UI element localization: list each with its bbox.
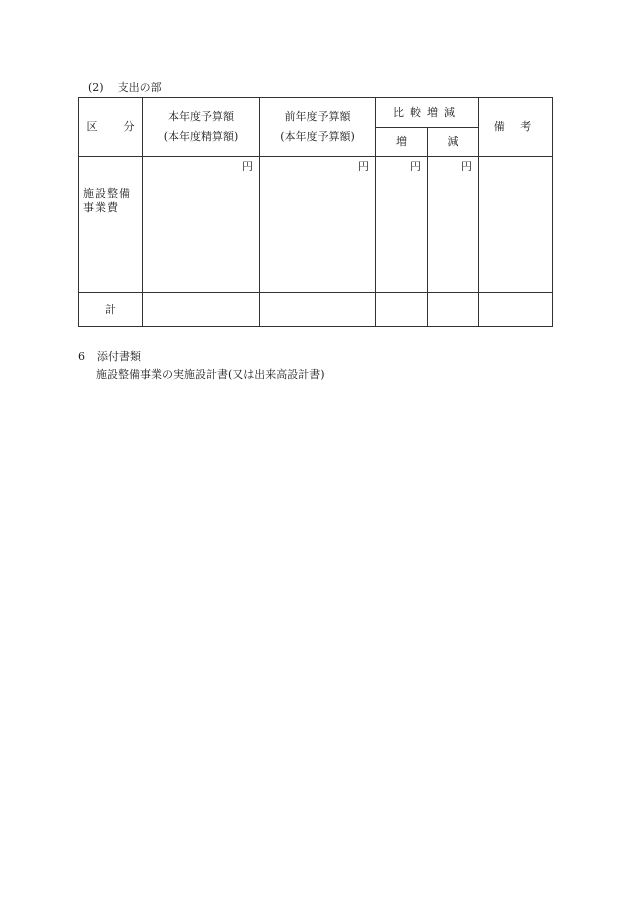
header-decrease: 減 bbox=[428, 128, 479, 157]
header-increase: 増 bbox=[376, 128, 428, 157]
total-remarks bbox=[479, 293, 553, 327]
header-comparison: 比較増減 bbox=[376, 98, 479, 128]
section-heading bbox=[88, 81, 162, 95]
header-current-line2: (本年度精算額) bbox=[163, 130, 239, 143]
header-category-b: 分 bbox=[123, 120, 135, 133]
row-previous-value: 円 bbox=[260, 157, 376, 293]
header-category bbox=[79, 98, 143, 157]
total-label: 計 bbox=[79, 293, 143, 327]
data-row bbox=[79, 157, 553, 293]
attachments-number: 6 bbox=[78, 350, 85, 363]
section-title: 支出の部 bbox=[117, 81, 162, 94]
header-category-a: 区 bbox=[86, 120, 98, 133]
row-item-line1: 施設整備 bbox=[83, 187, 131, 200]
attachments-title: 添付書類 bbox=[97, 350, 141, 363]
header-previous-line2: (本年度予算額) bbox=[280, 130, 355, 143]
total-decrease bbox=[428, 293, 479, 327]
header-current-budget bbox=[143, 98, 260, 157]
header-previous-line1: 前年度予算額 bbox=[284, 110, 351, 123]
expenditure-table bbox=[78, 97, 553, 327]
row-current-value: 円 bbox=[143, 157, 260, 293]
header-current-line1: 本年度予算額 bbox=[168, 110, 234, 123]
row-item-line2: 事業費 bbox=[83, 201, 119, 214]
attachments-body: 施設整備事業の実施設計書(又は出来高設計書) bbox=[96, 368, 325, 381]
row-remarks bbox=[479, 157, 553, 293]
total-row bbox=[79, 293, 553, 327]
row-item-label bbox=[79, 157, 143, 293]
attachments-heading bbox=[78, 350, 141, 364]
section-number: (2) bbox=[88, 81, 104, 94]
total-increase bbox=[376, 293, 428, 327]
row-decrease-value: 円 bbox=[428, 157, 479, 293]
total-current bbox=[143, 293, 260, 327]
header-row bbox=[79, 98, 553, 128]
row-increase-value: 円 bbox=[376, 157, 428, 293]
total-previous bbox=[260, 293, 376, 327]
header-previous-budget bbox=[260, 98, 376, 157]
header-remarks: 備 考 bbox=[479, 98, 553, 157]
